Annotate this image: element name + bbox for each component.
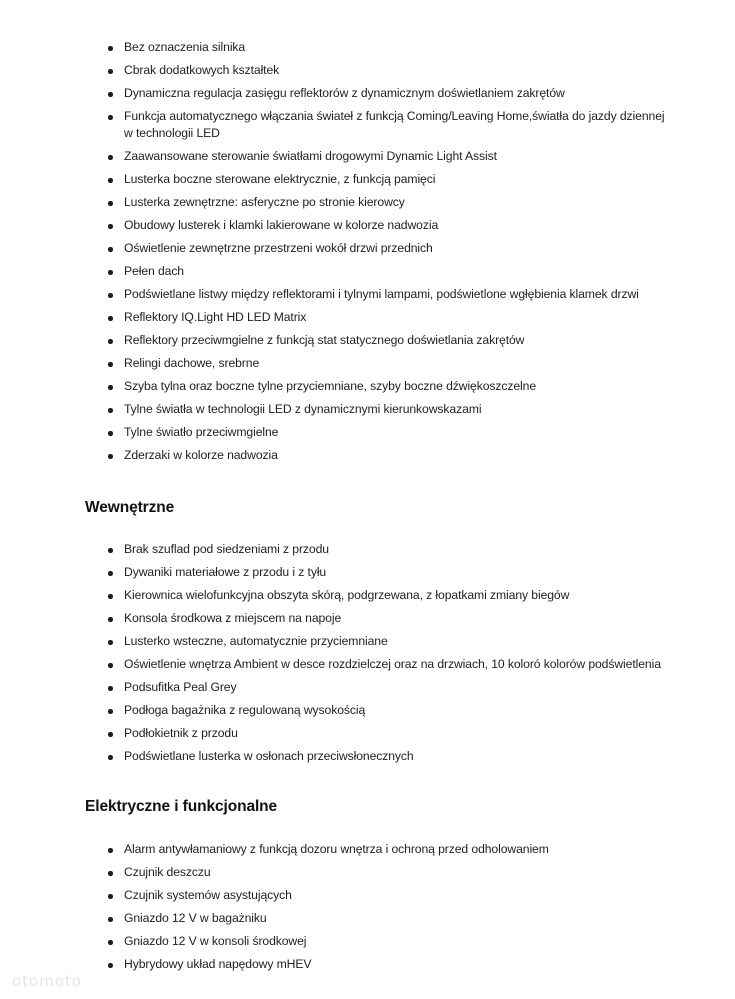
list-item xyxy=(0,887,735,904)
list-item xyxy=(0,956,735,973)
list-item-text: Relingi dachowe, srebrne xyxy=(124,356,260,370)
list-item xyxy=(0,587,735,604)
list-item-text: Konsola środkowa z miejscem na napoje xyxy=(124,611,342,625)
list-item-text: Pełen dach xyxy=(124,264,184,278)
bullet-icon xyxy=(108,362,113,367)
list-item xyxy=(0,656,735,673)
list-item-text: Zaawansowane sterowanie światłami drogowymi Dynamic Light Assist xyxy=(124,149,497,163)
bullet-icon xyxy=(108,316,113,321)
list-item-text: Podsufitka Peal Grey xyxy=(124,680,237,694)
list-item-text: Podświetlane listwy między reflektorami i tylnymi lampami, podświetlone wgłębienia klamek drzwi xyxy=(124,287,639,301)
list-item xyxy=(0,148,735,165)
list-item xyxy=(0,610,735,627)
bullet-icon xyxy=(108,247,113,252)
bullet-icon xyxy=(108,155,113,160)
list-item xyxy=(0,933,735,950)
bullet-icon xyxy=(108,732,113,737)
bullet-icon xyxy=(108,92,113,97)
bullet-icon xyxy=(108,640,113,645)
bullet-icon xyxy=(108,917,113,922)
list-item-text: Czujnik systemów asystujących xyxy=(124,888,292,902)
bullet-icon xyxy=(108,385,113,390)
bullet-icon xyxy=(108,224,113,229)
bullet-icon xyxy=(108,709,113,714)
bullet-icon xyxy=(108,46,113,51)
bullet-icon xyxy=(108,940,113,945)
interior-features-list xyxy=(0,541,735,771)
list-item-text: Oświetlenie wnętrza Ambient w desce rozdzielczej oraz na drzwiach, 10 koloró kolorów podświetlenia xyxy=(124,657,661,671)
list-item xyxy=(0,194,735,211)
list-item-text: Cbrak dodatkowych kształtek xyxy=(124,63,280,77)
list-item xyxy=(0,240,735,257)
list-item-text: Podłoga bagażnika z regulowaną wysokością xyxy=(124,703,366,717)
list-item xyxy=(0,702,735,719)
list-item xyxy=(0,447,735,464)
bullet-icon xyxy=(108,69,113,74)
list-item-text: Reflektory przeciwmgielne z funkcją stat statycznego doświetlania zakrętów xyxy=(124,333,525,347)
list-item-text: Obudowy lusterek i klamki lakierowane w kolorze nadwozia xyxy=(124,218,439,232)
list-item-text: Kierownica wielofunkcyjna obszyta skórą, podgrzewana, z łopatkami zmiany biegów xyxy=(124,588,570,602)
list-item-text: Szyba tylna oraz boczne tylne przyciemniane, szyby boczne dźwiękoszczelne xyxy=(124,379,537,393)
bullet-icon xyxy=(108,293,113,298)
list-item xyxy=(0,679,735,696)
bullet-icon xyxy=(108,571,113,576)
list-item xyxy=(0,85,735,102)
list-item xyxy=(0,378,735,395)
exterior-features-list xyxy=(0,39,735,470)
bullet-icon xyxy=(108,431,113,436)
list-item xyxy=(0,39,735,56)
bullet-icon xyxy=(108,408,113,413)
list-item xyxy=(0,841,735,858)
section-title-electrical: Elektryczne i funkcjonalne xyxy=(85,798,278,815)
list-item xyxy=(0,332,735,349)
list-item-text: Funkcja automatycznego włączania świateł z funkcją Coming/Leaving Home,światła do jazdy dziennej w technologii LED xyxy=(124,109,665,140)
bullet-icon xyxy=(108,617,113,622)
bullet-icon xyxy=(108,594,113,599)
bullet-icon xyxy=(108,115,113,120)
list-item-text: Lusterko wsteczne, automatycznie przyciemniane xyxy=(124,634,388,648)
list-item-text: Lusterka zewnętrzne: asferyczne po stronie kierowcy xyxy=(124,195,405,209)
list-item-text: Reflektory IQ.Light HD LED Matrix xyxy=(124,310,307,324)
list-item xyxy=(0,541,735,558)
list-item xyxy=(0,633,735,650)
list-item-text: Gniazdo 12 V w bagażniku xyxy=(124,911,267,925)
list-item xyxy=(0,355,735,372)
list-item xyxy=(0,725,735,742)
list-item xyxy=(0,401,735,418)
list-item-text: Bez oznaczenia silnika xyxy=(124,40,246,54)
list-item-text: Hybrydowy układ napędowy mHEV xyxy=(124,957,312,971)
list-item-text: Tylne światła w technologii LED z dynamicznymi kierunkowskazami xyxy=(124,402,482,416)
list-item xyxy=(0,217,735,234)
list-item xyxy=(0,910,735,927)
electrical-features-list xyxy=(0,841,735,979)
bullet-icon xyxy=(108,201,113,206)
bullet-icon xyxy=(108,454,113,459)
bullet-icon xyxy=(108,270,113,275)
watermark-logo: otomoto xyxy=(12,972,83,990)
bullet-icon xyxy=(108,848,113,853)
bullet-icon xyxy=(108,548,113,553)
bullet-icon xyxy=(108,894,113,899)
list-item-text: Lusterka boczne sterowane elektrycznie, z funkcją pamięci xyxy=(124,172,436,186)
list-item-text: Czujnik deszczu xyxy=(124,865,211,879)
list-item xyxy=(0,171,735,188)
list-item xyxy=(0,62,735,79)
list-item-text: Oświetlenie zewnętrzne przestrzeni wokół drzwi przednich xyxy=(124,241,433,255)
bullet-icon xyxy=(108,339,113,344)
list-item-text: Dynamiczna regulacja zasięgu reflektorów z dynamicznym doświetlaniem zakrętów xyxy=(124,86,565,100)
list-item xyxy=(0,286,735,303)
list-item xyxy=(0,309,735,326)
list-item-text: Brak szuflad pod siedzeniami z przodu xyxy=(124,542,329,556)
list-item xyxy=(0,108,735,142)
list-item xyxy=(0,864,735,881)
bullet-icon xyxy=(108,178,113,183)
list-item-text: Tylne światło przeciwmgielne xyxy=(124,425,279,439)
list-item-text: Dywaniki materiałowe z przodu i z tyłu xyxy=(124,565,327,579)
list-item-text: Alarm antywłamaniowy z funkcją dozoru wnętrza i ochroną przed odholowaniem xyxy=(124,842,549,856)
bullet-icon xyxy=(108,871,113,876)
bullet-icon xyxy=(108,755,113,760)
list-item-text: Zderzaki w kolorze nadwozia xyxy=(124,448,278,462)
bullet-icon xyxy=(108,663,113,668)
list-item-text: Podłokietnik z przodu xyxy=(124,726,238,740)
section-title-interior: Wewnętrzne xyxy=(85,499,175,516)
list-item xyxy=(0,424,735,441)
list-item-text: Podświetlane lusterka w osłonach przeciwsłonecznych xyxy=(124,749,414,763)
list-item xyxy=(0,748,735,765)
bullet-icon xyxy=(108,963,113,968)
list-item xyxy=(0,564,735,581)
list-item-text: Gniazdo 12 V w konsoli środkowej xyxy=(124,934,307,948)
bullet-icon xyxy=(108,686,113,691)
list-item xyxy=(0,263,735,280)
